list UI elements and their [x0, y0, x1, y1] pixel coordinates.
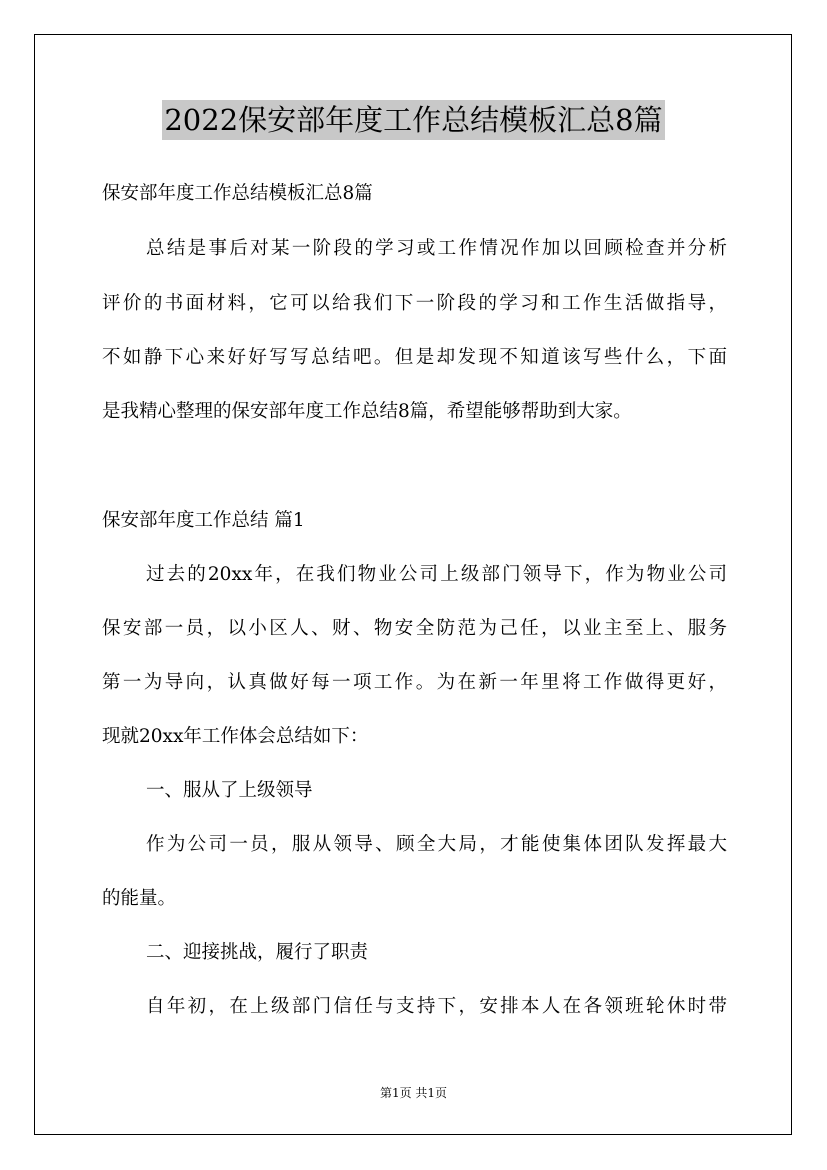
section1-para-line-3: 第一为导向，认真做好每一项工作。为在新一年里将工作做得更好， [102, 672, 727, 693]
intro-line-4: 是我精心整理的保安部年度工作总结8篇，希望能够帮助到大家。 [102, 401, 632, 422]
item2-para-line-1: 自年初，在上级部门信任与支持下，安排本人在各领班轮休时带 [146, 996, 727, 1017]
intro-line-2: 评价的书面材料，它可以给我们下一阶段的学习和工作生活做指导， [102, 293, 727, 314]
item1-para-line-2: 的能量。 [102, 888, 177, 909]
intro-line-1: 总结是事后对某一阶段的学习或工作情况作加以回顾检查并分析 [146, 238, 727, 259]
section1-heading: 保安部年度工作总结 篇1 [102, 510, 305, 531]
document-subtitle: 保安部年度工作总结模板汇总8篇 [102, 183, 373, 204]
document-title-wrap [0, 100, 827, 140]
page-footer: 第1页 共1页 [379, 1086, 448, 1100]
section1-para-line-1: 过去的20xx年，在我们物业公司上级部门领导下，作为物业公司 [146, 564, 727, 585]
item1-para-line-1: 作为公司一员，服从领导、顾全大局，才能使集体团队发挥最大 [146, 834, 727, 855]
intro-line-3: 不如静下心来好好写写总结吧。但是却发现不知道该写些什么，下面 [102, 347, 727, 368]
document-title: 2022保安部年度工作总结模板汇总8篇 [162, 100, 664, 140]
section1-para-line-2: 保安部一员，以小区人、财、物安全防范为己任，以业主至上、服务 [102, 618, 727, 639]
item1-heading: 一、服从了上级领导 [146, 780, 313, 801]
section1-para-line-4: 现就20xx年工作体会总结如下： [102, 726, 369, 747]
item2-heading: 二、迎接挑战，履行了职责 [146, 942, 369, 963]
